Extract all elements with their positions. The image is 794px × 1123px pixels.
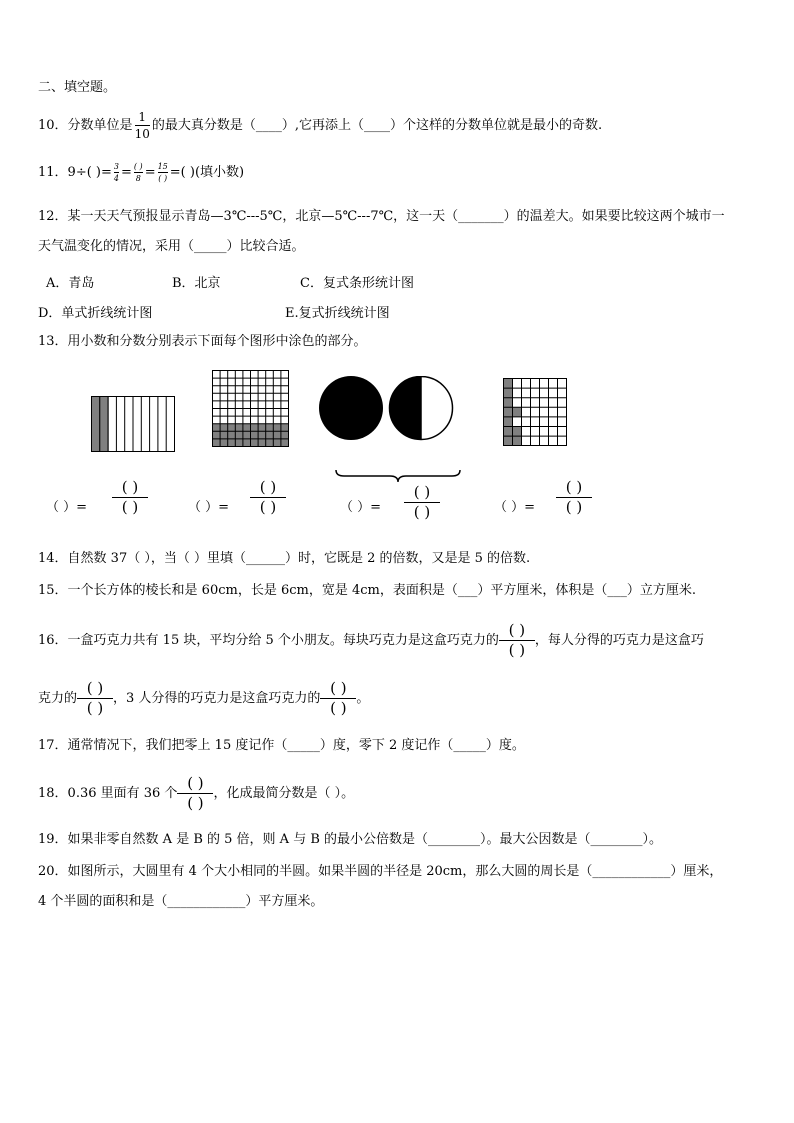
answer-fraction-4: $\frac{( )}{( )}$ <box>556 479 592 516</box>
option-c: C．复式条形统计图 <box>300 276 414 291</box>
option-d: D．单式折线统计图 <box>38 306 153 321</box>
figure-grid-small <box>503 378 567 446</box>
answer-blank-3: （ ）= <box>340 500 382 515</box>
question-19: 19．如果非零自然数 A 是 B 的 5 倍，则 A 与 B 的最小公倍数是（________）。最大公因数是（________）。 <box>38 832 663 847</box>
fraction-3-4: $\frac{3}{4}$ <box>113 162 119 183</box>
question-12-line1: 12．某一天天气预报显示青岛—3℃---5℃，北京—5℃---7℃，这一天（_______）的温差大。如果要比较这两个城市一 <box>38 209 725 224</box>
question-16-line2: 克力的 $\frac{( )}{( )}$ ，3 人分得的巧克力是这盒巧克力的 $\frac{( )}{( )}$ 。 <box>38 679 370 717</box>
answer-blank-2: （ ）= <box>188 500 230 515</box>
option-e: E.复式折线统计图 <box>285 306 390 321</box>
question-16-line1: 16．一盒巧克力共有 15 块，平均分给 5 个小朋友。每块巧克力是这盒巧克力的 $\frac{( )}{( )}$ ，每人分得的巧克力是这盒巧 <box>38 621 704 659</box>
section-title: 二、填空题。 <box>38 80 117 95</box>
answer-fraction-3: $\frac{( )}{( )}$ <box>404 484 440 521</box>
option-a: A．青岛 <box>46 276 95 291</box>
question-17: 17．通常情况下，我们把零上 15 度记作（_____）度，零下 2 度记作（_____）度。 <box>38 738 525 753</box>
question-18: 18．0.36 里面有 36 个 $\frac{( )}{( )}$ ，化成最简分数是（ ）。 <box>38 774 355 812</box>
question-20-line1: 20．如图所示，大圆里有 4 个大小相同的半圆。如果半圆的半径是 20cm，那么大圆的周长是（____________）厘米， <box>38 864 723 879</box>
fraction-blank-8: $\frac{( )}{8}$ <box>133 162 143 183</box>
question-11: 11．9÷( )= $\frac{3}{4}$ = $\frac{( )}{8}$ = $\frac{15}{( )}$ =( )(填小数) <box>38 162 245 183</box>
question-15: 15．一个长方体的棱长和是 60cm，长是 6cm，宽是 4cm，表面积是（___）平方厘米，体积是（___）立方厘米. <box>38 583 696 598</box>
figure-grid-100 <box>212 370 290 448</box>
answer-blank-4: （ ）= <box>494 500 536 515</box>
fraction-15-blank: $\frac{15}{( )}$ <box>157 162 168 183</box>
answer-blank-1: （ ）= <box>46 500 88 515</box>
figure-circles <box>316 376 456 442</box>
brace-icon <box>334 468 462 484</box>
question-20-line2: 4 个半圆的面积和是（____________）平方厘米。 <box>38 894 324 909</box>
fraction-1-10: $\frac{1}{10}$ <box>134 110 150 141</box>
option-b: B．北京 <box>172 276 221 291</box>
answer-fraction-1: $\frac{( )}{( )}$ <box>112 479 148 516</box>
question-10: 10．分数单位是 $\frac{1}{10}$ 的最大真分数是（____）,它再添上（____）个这样的分数单位就是最小的奇数. <box>38 110 603 141</box>
question-12-line2: 天气温变化的情况，采用（_____）比较合适。 <box>38 239 305 254</box>
question-13: 13．用小数和分数分别表示下面每个图形中涂色的部分。 <box>38 334 367 349</box>
figure-strips <box>91 396 175 452</box>
answer-fraction-2: $\frac{( )}{( )}$ <box>250 479 286 516</box>
question-14: 14．自然数 37（ ），当（ ）里填（______）时，它既是 2 的倍数，又是是 5 的倍数. <box>38 551 531 566</box>
